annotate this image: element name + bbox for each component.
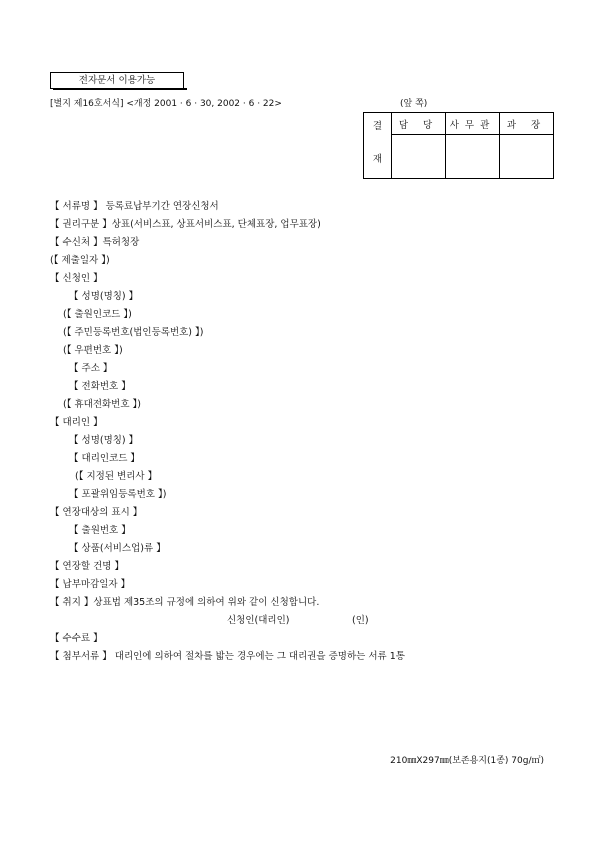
field-payment-deadline: 【 납부마감일자 】 xyxy=(50,579,131,590)
approval-sign-officer[interactable] xyxy=(446,135,500,179)
field-agent-code: 【 대리인코드 】 xyxy=(69,453,140,464)
approval-col-staff: 담 당 xyxy=(392,113,446,135)
field-applicant-name: 【 성명(명칭) 】 xyxy=(69,291,139,302)
electronic-document-badge: 전자문서 이용가능 xyxy=(50,72,184,89)
approval-table xyxy=(363,112,554,179)
field-document-name: 【 서류명 】 등록료납부기간 연장신청서 xyxy=(50,201,219,212)
approval-label-bottom: 재 xyxy=(372,153,383,165)
field-recipient: 【 수신처 】특허청장 xyxy=(50,237,140,248)
approval-sign-chief[interactable] xyxy=(500,135,554,179)
field-submission-date: (【 제출일자 】) xyxy=(50,255,110,266)
approval-col-chief: 과 장 xyxy=(500,113,554,135)
approval-label-top: 결 xyxy=(372,120,383,132)
field-resident-number: (【 주민등록번호(법인등록번호) 】) xyxy=(63,327,204,338)
field-agent-name: 【 성명(명칭) 】 xyxy=(69,435,139,446)
field-address: 【 주소 】 xyxy=(69,363,113,374)
field-general-power-number: 【 포괄위임등록번호 】) xyxy=(69,489,167,500)
approval-label xyxy=(364,113,392,179)
field-applicant: 【 신청인 】 xyxy=(50,273,103,284)
field-applicant-code: (【 출원인코드 】) xyxy=(63,309,132,320)
applicant-signature-label: 신청인(대리인) xyxy=(227,615,290,626)
page-side-label: (앞 쪽) xyxy=(400,99,428,109)
approval-col-officer: 사무관 xyxy=(446,113,500,135)
field-application-number: 【 출원번호 】 xyxy=(69,525,131,536)
paper-spec: 210㎜X297㎜(보존용지(1종) 70g/㎡) xyxy=(390,756,544,766)
field-goods-class: 【 상품(서비스업)류 】 xyxy=(69,543,166,554)
approval-sign-staff[interactable] xyxy=(392,135,446,179)
field-attachments: 【 첨부서류 】 대리인에 의하여 절차를 밟는 경우에는 그 대리권을 증명하는 서류 1통 xyxy=(50,651,405,662)
field-purpose: 【 취지 】상표법 제35조의 규정에 의하여 위와 같이 신청합니다. xyxy=(50,597,320,608)
seal-mark: (인) xyxy=(352,615,369,626)
form-number: [별지 제16호서식] <개정 2001 · 6 · 30, 2002 · 6 · 22> xyxy=(50,99,282,109)
field-designated-attorney: (【 지정된 변리사 】 xyxy=(75,471,158,482)
field-mobile: (【 휴대전화번호 】) xyxy=(63,399,142,410)
field-agent: 【 대리인 】 xyxy=(50,417,103,428)
field-extension-target: 【 연장대상의 표시 】 xyxy=(50,507,143,518)
field-extension-item: 【 연장할 건명 】 xyxy=(50,561,124,572)
field-postal-code: (【 우편번호 】) xyxy=(63,345,123,356)
field-right-type: 【 권리구분 】상표(서비스표, 상표서비스표, 단체표장, 업무표장) xyxy=(50,219,321,230)
field-fee: 【 수수료 】 xyxy=(50,633,103,644)
field-phone: 【 전화번호 】 xyxy=(69,381,131,392)
